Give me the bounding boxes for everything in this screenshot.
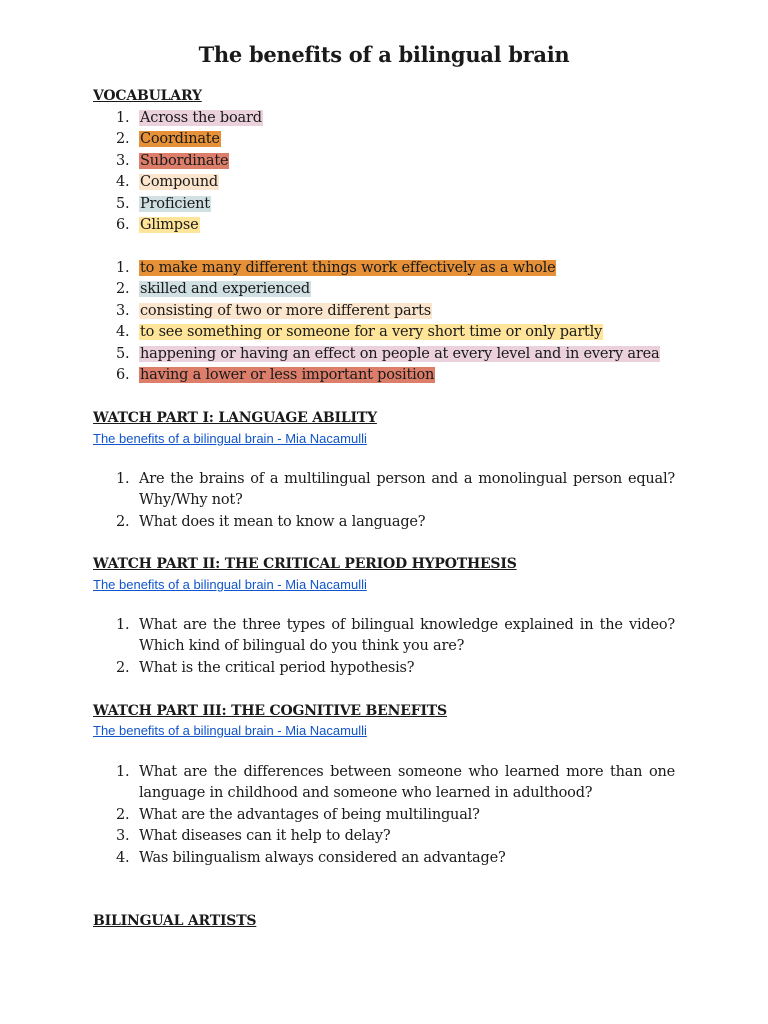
part1-heading: WATCH PART I: LANGUAGE ABILITY (93, 410, 377, 426)
vocabulary-heading: VOCABULARY (93, 88, 202, 104)
question-text: What are the differences between someone who learned more than one language in childhood and someone who learned in adulthood? (139, 764, 675, 802)
list-number: 1. (116, 110, 130, 126)
list-number: 2. (116, 659, 130, 676)
list-item (116, 322, 676, 343)
vocab-term: Compound (140, 174, 218, 191)
vocab-term: Coordinate (140, 131, 220, 148)
list-number: 5. (116, 345, 130, 362)
vocab-definition: happening or having an effect on people at every level and in every area (140, 345, 660, 362)
list-item (116, 344, 676, 365)
list-number: 2. (116, 806, 130, 823)
part2-questions-list (116, 615, 675, 679)
list-number: 2. (116, 513, 130, 530)
vocab-term: Proficient (140, 195, 210, 212)
part2-heading: WATCH PART II: THE CRITICAL PERIOD HYPOTHESIS (93, 556, 517, 572)
part3-video-link[interactable]: The benefits of a bilingual brain - Mia Nacamulli (93, 723, 367, 738)
list-number: 1. (116, 471, 130, 487)
part1-video-link[interactable]: The benefits of a bilingual brain - Mia Nacamulli (93, 431, 367, 446)
question-text: What diseases can it help to delay? (139, 828, 391, 845)
list-number: 1. (116, 764, 130, 780)
question-text: What is the critical period hypothesis? (139, 659, 415, 676)
question-text: Was bilingualism always considered an advantage? (139, 849, 506, 866)
list-item (116, 279, 676, 300)
list-number: 1. (116, 260, 130, 276)
list-item (116, 805, 675, 826)
part3-heading: WATCH PART III: THE COGNITIVE BENEFITS (93, 703, 447, 719)
list-number: 6. (116, 217, 130, 234)
list-number: 3. (116, 302, 130, 319)
list-number: 1. (116, 617, 130, 633)
part1-questions-list (116, 469, 675, 533)
list-item (116, 469, 675, 512)
list-item (116, 108, 676, 129)
list-item (116, 762, 675, 805)
vocab-definition: to make many different things work effectively as a whole (140, 260, 556, 276)
list-number: 2. (116, 281, 130, 298)
vocab-definition: having a lower or less important position (140, 367, 435, 384)
question-text: Are the brains of a multilingual person and a monolingual person equal? Why/Why not? (139, 471, 675, 509)
list-number: 3. (116, 152, 130, 169)
list-item (116, 215, 676, 236)
list-number: 4. (116, 324, 130, 341)
list-item (116, 365, 676, 386)
list-number: 4. (116, 849, 130, 866)
list-item (116, 826, 675, 847)
list-item (116, 129, 676, 150)
list-item (116, 151, 676, 172)
vocab-definition: skilled and experienced (140, 281, 310, 298)
list-number: 3. (116, 828, 130, 845)
vocab-term: Glimpse (140, 217, 199, 234)
list-item (116, 258, 676, 279)
vocabulary-terms-list (116, 108, 676, 236)
part3-questions-list (116, 762, 675, 869)
part2-video-link[interactable]: The benefits of a bilingual brain - Mia Nacamulli (93, 577, 367, 592)
list-number: 6. (116, 367, 130, 384)
list-number: 5. (116, 195, 130, 212)
list-item (116, 615, 675, 658)
vocab-definition: to see something or someone for a very short time or only partly (140, 324, 603, 341)
vocab-definition: consisting of two or more different parts (140, 302, 432, 319)
artists-heading: BILINGUAL ARTISTS (93, 913, 257, 929)
list-item (116, 848, 675, 869)
vocab-term: Across the board (140, 110, 262, 126)
list-number: 2. (116, 131, 130, 148)
list-item (116, 194, 676, 215)
list-item (116, 512, 675, 533)
question-text: What does it mean to know a language? (139, 513, 426, 530)
vocabulary-definitions-list (116, 258, 676, 386)
page-title: The benefits of a bilingual brain (198, 42, 570, 67)
list-item (116, 301, 676, 322)
question-text: What are the advantages of being multilingual? (139, 806, 480, 823)
list-item (116, 658, 675, 679)
list-item (116, 172, 676, 193)
question-text: What are the three types of bilingual knowledge explained in the video? Which kind of bilingual do you think you are? (139, 617, 675, 655)
list-number: 4. (116, 174, 130, 191)
vocab-term: Subordinate (140, 152, 229, 169)
